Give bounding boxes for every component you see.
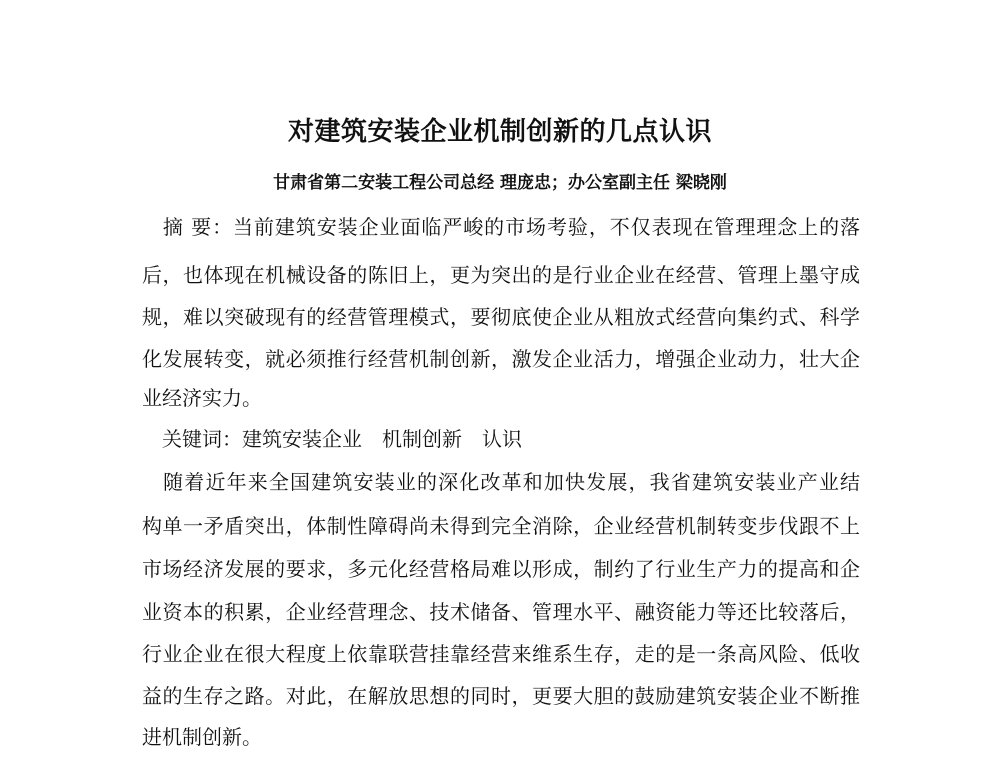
body-line: 行业企业在很大程度上依靠联营挂靠经营来维系生存，走的是一条高风险、低收: [142, 642, 860, 666]
abstract-line: 规，难以突破现有的经营管理模式，要彻底使企业从粗放式经营向集约式、科学: [142, 305, 860, 329]
body-line: 业资本的积累，企业经营理念、技术储备、管理水平、融资能力等还比较落后，: [142, 600, 860, 624]
abstract-line: 化发展转变，就必须推行经营机制创新，激发企业活力，增强企业动力，壮大企: [142, 347, 860, 371]
keywords-line: 关键词：建筑安装企业 机制创新 认识: [142, 427, 522, 451]
abstract-line: 后，也体现在机械设备的陈旧上，更为突出的是行业企业在经营、管理上墨守成: [142, 263, 860, 287]
body-line: 随着近年来全国建筑安装业的深化改革和加快发展，我省建筑安装业产业结: [142, 470, 860, 494]
body-line: 市场经济发展的要求，多元化经营格局难以形成，制约了行业生产力的提高和企: [142, 557, 860, 581]
body-line: 进机制创新。: [142, 725, 262, 749]
body-line: 构单一矛盾突出，体制性障碍尚未得到完全消除，企业经营机制转变步伐跟不上: [142, 514, 860, 538]
abstract-line: 摘 要：当前建筑安装企业面临严峻的市场考验，不仅表现在管理理念上的落: [142, 215, 860, 239]
document-title: 对建筑安装企业机制创新的几点认识: [287, 117, 712, 147]
body-line: 益的生存之路。对此，在解放思想的同时，更要大胆的鼓励建筑安装企业不断推: [142, 684, 860, 708]
abstract-line: 业经济实力。: [142, 386, 262, 410]
author-line: 甘肃省第二安装工程公司总经 理庞忠；办公室副主任 梁晓刚: [273, 173, 727, 193]
